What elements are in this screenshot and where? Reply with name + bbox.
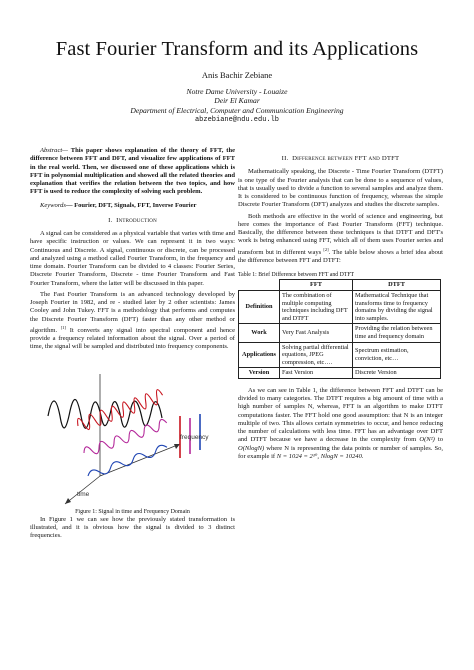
diff-p3-to: to: [434, 436, 444, 444]
dtft-cell: Discrete Version: [353, 368, 441, 379]
row-label: Work: [239, 324, 280, 342]
author-name: Anis Bachir Zebiane: [201, 70, 273, 80]
keywords: [30, 202, 235, 210]
table-row: [239, 291, 441, 324]
time-axis-label: time: [77, 490, 90, 498]
dtft-cell: Spectrum estimation, conviction, etc…: [353, 342, 441, 368]
keywords-label: Keywords: [40, 201, 66, 209]
section-heading-introduction: [30, 217, 235, 225]
abstract-text: This paper shows explanation of the theory of FFT, the difference between FFT and DFT, and visualize few applications of FFT in the real world. Then, we discussed one of these applications which is FFT in polynomial multiplication and showed all the related theories and explanation that verifies the relation between the two topics, and how FFT is used to reduce the complexity of solving such problem.: [30, 147, 235, 196]
abstract-label: Abstract—: [40, 147, 69, 154]
column-header-fft: FFT: [280, 280, 353, 291]
intro-paragraph-1: A signal can be considered as a physical variable that varies with time and have specific instruction or values. We can represent it in two ways: Continuous and Discrete. A signal, continuous or discrete, can be processed and analyzed using a method called Fourier Transform, in the frequency and time domain. Fourier Transform can be divided to 4 classes: Fourier Series, Discrete Fourier Transform, Discrete - time Fourier Transform and Fast Fourier Transform, where the latter will be discussed in this paper.: [30, 230, 235, 287]
section-heading-difference: [238, 155, 443, 163]
section-title: Difference between FFT and DTFT: [292, 155, 400, 162]
table-row: [239, 324, 441, 342]
diff-p2-end: . The table below shows a brief idea about the difference between FFT and DTFT:: [238, 248, 443, 264]
citation-ref: [2]: [323, 246, 329, 252]
example-equation: N = 1024 = 2¹⁰, NlogN = 10240.: [276, 452, 364, 460]
author-email: abzebiane@ndu.edu.lb: [194, 116, 279, 124]
column-header-dtft: DTFT: [353, 280, 441, 291]
dtft-cell: Mathematical Technique that transforms time to frequency domains by dividing the signal into samples.: [353, 291, 441, 324]
diff-p2-text: Both methods are effective in the world of science and engineering, but here comes the importance of Fast Fourier Transform (FFT) technique. Basically, the difference between these techniques is that DTFT and DFT's work is being enhanced using FFT, which all of them uses Fourier series and transform but in different ways: [238, 212, 443, 256]
complexity-before: O(N²): [419, 436, 435, 444]
intro-p2-end: It converts any signal into spectral component and hence provide a frequency related information about the signal. Over a period of time, the signal will be sampled and distributed into frequency components.: [30, 326, 235, 351]
section-number: II.: [281, 155, 289, 162]
diff-paragraph-3: [238, 387, 443, 461]
diff-p3-text: As we can see in Table 1, the difference between FFT and DTFT can be divided to many categories. The DTFT requires a big amount of time with a high number of samples N, whereas, FFT is an algorithm to make DTFT computations faster. The FFT hold one good assumption: that N is an integer multiple of two. This allows certain symmetries to occur, and hence reducing the number of calculations with less time. FFT has an advantage over DFT and DTFT because we have a decrease in the complexity from: [238, 386, 443, 444]
affiliation-department: Department of Electrical, Computer and Communication Engineering: [130, 106, 344, 115]
fft-cell: Very Fast Analysis: [280, 324, 353, 342]
intro-paragraph-3: In Figure 1 we can see how the previously stated transformation is illustrated, and it is obvious how the signal is divided to 3 distinct frequencies.: [30, 515, 235, 540]
row-label: Version: [239, 368, 280, 379]
figure-drawing: [30, 356, 235, 506]
affiliation-location: Deir El Kamar: [214, 96, 260, 105]
diff-paragraph-1: Mathematically speaking, the Discrete - Time Fourier Transform (DTFT) is one type of the Fourier analysis that can be done to a sequence of values, that is usually used to divide a function to several samples and analyze them. It is considered to be continuous function of frequency, whereas the simple Discrete Fourier Transform (DFT) analyzes and studies the discrete samples.: [238, 168, 443, 209]
time-axis-arrow: [65, 498, 71, 504]
keywords-text: — Fourier, DFT, Signals, FFT, Inverse Fourier: [65, 201, 197, 209]
intro-p2-text: The Fast Fourier Transform is an advanced technology developed by Joseph Fourier in 1982, and re - studied later by 2 other scientists: James Cooley and John Tukey. FFT is a methodology that performs and computes the Discrete Fourier Transform (DFT) faster than any other method or algorithm.: [30, 290, 235, 334]
table-header-row: [239, 280, 441, 291]
diff-paragraph-2: [238, 213, 443, 266]
fft-cell: Solving partial differential equations, JPEG compression, etc….: [280, 342, 353, 368]
figure-caption: Figure 1: Signal in time and Frequency Domain: [75, 508, 190, 515]
dtft-cell: Providing the relation between time and frequency domain: [353, 324, 441, 342]
frequency-axis: [100, 444, 180, 476]
figure-signal-time-frequency: [30, 356, 235, 506]
paper-title: Fast Fourier Transform and its Applications: [55, 38, 419, 60]
intro-paragraph-2: [30, 291, 235, 352]
right-column: [238, 147, 443, 461]
fft-cell: Fast Version: [280, 368, 353, 379]
diff-p3-text-b: where N is representing the data points or number of samples. So, for example if: [238, 444, 443, 460]
left-column: [30, 147, 235, 541]
frequency-axis-label: frequency: [180, 433, 209, 441]
affiliation-university: Notre Dame University - Louaize: [186, 87, 288, 96]
abstract: [30, 147, 235, 197]
section-number: I.: [108, 216, 113, 224]
table-row: [239, 368, 441, 379]
table-corner-cell: [239, 280, 280, 291]
comparison-table: [238, 279, 441, 379]
fft-cell: The combination of multiple computing techniques including DFT and DTFT: [280, 291, 353, 324]
row-label: Definition: [239, 291, 280, 324]
complexity-after: O(NlogN): [238, 444, 265, 452]
table-caption: Table 1: Brief Difference between FFT and DTFT: [238, 272, 355, 279]
section-title: Introduction: [116, 216, 157, 224]
table-row: [239, 342, 441, 368]
frequency-axis-arrow: [174, 444, 180, 449]
time-axis: [65, 476, 100, 504]
citation-ref: [1]: [60, 324, 67, 330]
row-label: Applications: [239, 342, 280, 368]
